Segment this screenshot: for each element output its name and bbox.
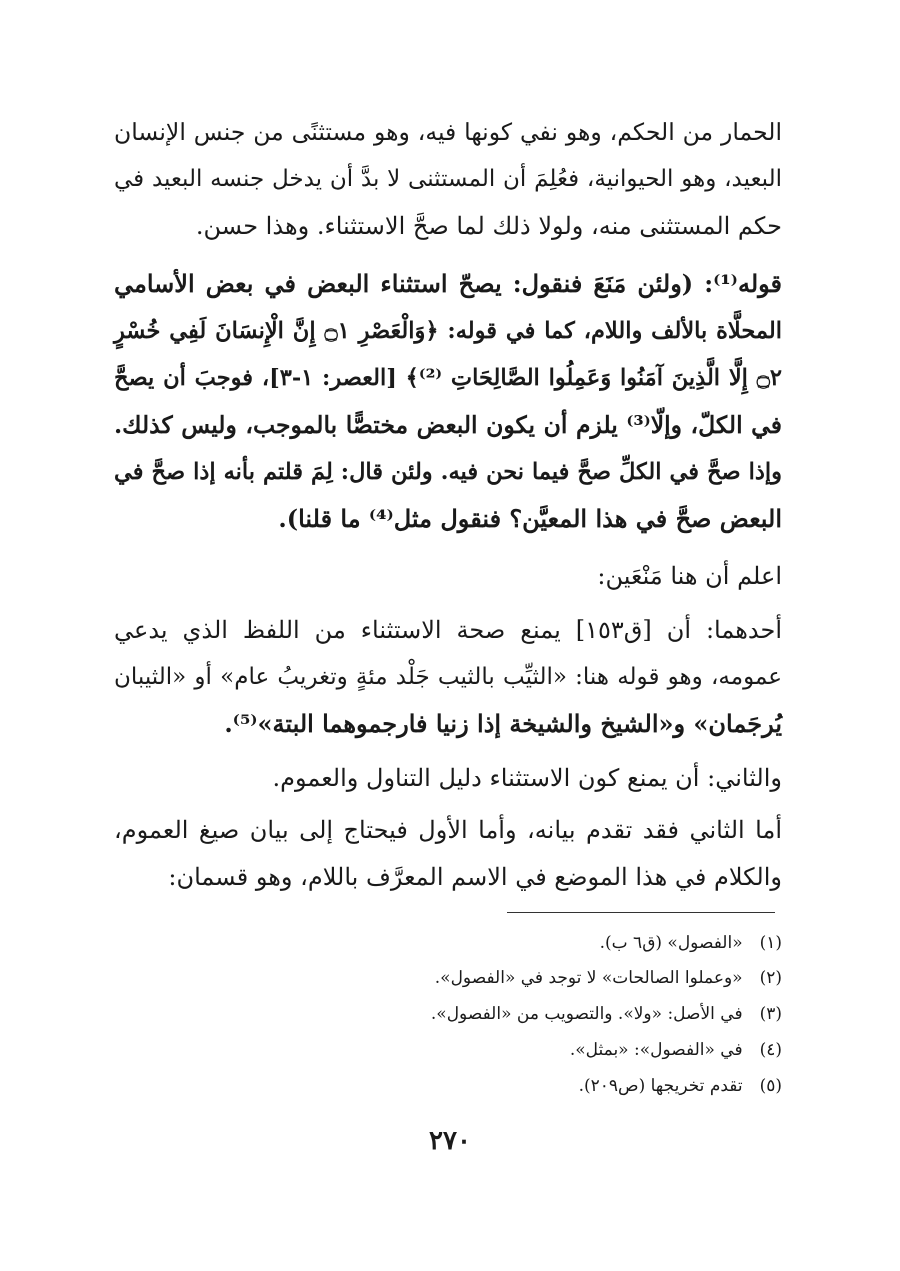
footnote-text: في «الفصول»: «بمثل». (569, 1040, 743, 1060)
footnote-number: (٥) (759, 1076, 782, 1096)
body-line: والثاني: أن يمنع كون الاستثناء دليل التناول والعموم. (272, 764, 782, 792)
footnote-text: «وعملوا الصالحات» لا توجد في «الفصول». (434, 968, 743, 988)
footnote (262, 1000, 782, 1028)
quoted-text-line: وإذا صحَّ في الكلِّ صحَّ فيما نحن فيه. ولئن قال: لِمَ قلتم بأنه إذا صحَّ في (114, 459, 782, 485)
body-line: البعيد، وهو الحيوانية، فعُلِمَ أن المستثنى لا بدَّ أن يدخل جنسه البعيد في (114, 166, 782, 192)
quoted-text-line: ۝٢ إِلَّا الَّذِينَ آمَنُوا وَعَمِلُوا الصَّالِحَاتِ ⁽²⁾﴾ [العصر: ١-٣]، فوجبَ أن يصحَّ (114, 365, 782, 391)
body-line: عمومه، وهو قوله هنا: «الثيِّب بالثيب جَلْد مئةٍ وتغريبُ عام» أو «الثيبان (114, 664, 782, 690)
quoted-text-line: المحلَّاة بالألف واللام، كما في قوله: ﴿وَالْعَصْرِ ۝١ إِنَّ الْإِنسَانَ لَفِي خُسْرٍ (114, 318, 782, 344)
footnote-text: تقدم تخريجها (ص٢٠٩). (578, 1076, 743, 1096)
footnote-number: (٢) (759, 968, 782, 988)
body-line: أحدهما: أن [ق١٥٣] يمنع صحة الاستثناء من اللفظ الذي يدعي (114, 616, 782, 644)
body-line: حكم المستثنى منه، ولولا ذلك لما صحَّ الاستثناء. وهذا حسن. (195, 212, 782, 240)
quoted-text-line: في الكلّ، وإلّا⁽³⁾ يلزم أن يكون البعض مختصًّا بالموجب، وليس كذلك. (114, 411, 782, 439)
body-line: يُرجَمان» و«الشيخ والشيخة إذا زنيا فارجموهما البتة»⁽⁵⁾. (224, 709, 782, 738)
quoted-text-line: قوله⁽¹⁾: (ولئن مَنَعَ فنقول: يصحّ استثناء البعض في بعض الأسامي (114, 269, 782, 298)
footnote (262, 1036, 782, 1064)
footnote (262, 1072, 782, 1100)
footnote-number: (١) (759, 933, 782, 953)
quoted-text-line: البعض صحَّ في هذا المعيَّن؟ فنقول مثل⁽⁴⁾ ما قلنا). (278, 504, 782, 533)
footnote (262, 964, 782, 992)
footnote-separator (507, 912, 775, 913)
footnote-number: (٤) (759, 1040, 782, 1060)
body-line: الحمار من الحكم، وهو نفي كونها فيه، وهو مستثنًى من جنس الإنسان (114, 118, 782, 146)
footnote-text: «الفصول» (ق٦ ب). (599, 933, 743, 953)
footnote (262, 929, 782, 957)
body-line: أما الثاني فقد تقدم بيانه، وأما الأول فيحتاج إلى بيان صيغ العموم، (114, 816, 782, 844)
footnote-text: في الأصل: «ولا». والتصويب من «الفصول». (430, 1004, 743, 1024)
body-line: والكلام في هذا الموضع في الاسم المعرَّف باللام، وهو قسمان: (168, 863, 782, 891)
body-line: اعلم أن هنا مَنْعَين: (597, 562, 782, 590)
footnote-number: (٣) (759, 1004, 782, 1024)
page-number: ٢٧٠ (429, 1126, 471, 1156)
